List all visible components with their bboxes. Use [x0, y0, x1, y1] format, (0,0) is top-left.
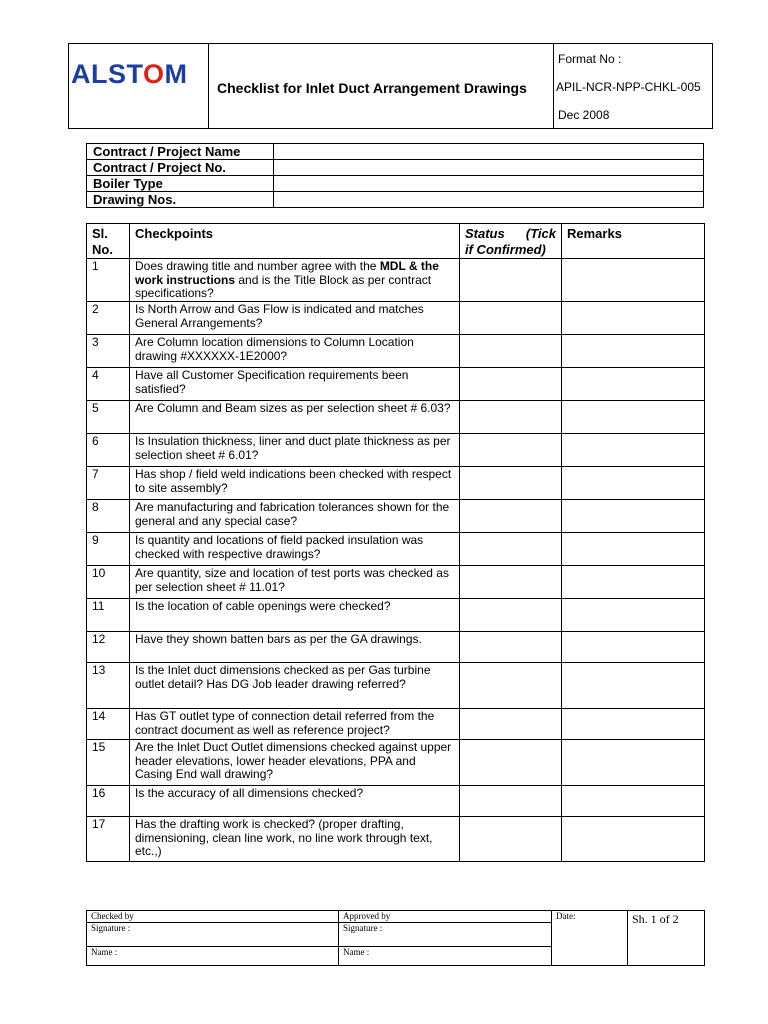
checkpoint-text-pre: Does drawing title and number agree with the: [135, 259, 380, 273]
checkpoint-text-pre: Is the Inlet duct dimensions checked as per Gas turbine outlet detail? Has DG Job leader drawing referred?: [135, 663, 431, 691]
checkpoint-text: [130, 817, 460, 862]
checkpoint-text-pre: Are Column and Beam sizes as per selection sheet # 6.03?: [135, 401, 451, 415]
checkpoint-text: [130, 500, 460, 533]
status-cell[interactable]: [460, 500, 562, 533]
checkpoint-text: [130, 467, 460, 500]
checkpoint-text: [130, 401, 460, 434]
checkpoint-text: [130, 368, 460, 401]
checklist-row: [87, 467, 705, 500]
status-header: Status (Tick if Confirmed): [460, 224, 562, 259]
checklist-row: [87, 566, 705, 599]
checkpoint-text-pre: Is North Arrow and Gas Flow is indicated and matches General Arrangements?: [135, 302, 424, 330]
signoff-table: [86, 910, 705, 966]
remarks-cell[interactable]: [562, 740, 705, 786]
checkpoint-text-post: and is the Title Block as per contract specifications?: [135, 272, 432, 301]
row-number: 7: [87, 467, 130, 500]
project-info-row: [87, 192, 704, 208]
checkpoint-text-pre: Has the drafting work is checked? (proper drafting, dimensioning, clean line work, no line work through text, etc.,): [135, 817, 433, 859]
checkpoint-text-pre: Have they shown batten bars as per the GA drawings.: [135, 632, 422, 646]
status-cell[interactable]: [460, 533, 562, 566]
row-number: 10: [87, 566, 130, 599]
row-number: 8: [87, 500, 130, 533]
checklist-header-row: [87, 224, 705, 259]
approved-by-label: Approved by: [339, 911, 552, 923]
status-cell[interactable]: [460, 566, 562, 599]
row-number: 17: [87, 817, 130, 862]
checkpoint-text-pre: Has shop / field weld indications been checked with respect to site assembly?: [135, 467, 452, 495]
checkpoint-text-pre: Are the Inlet Duct Outlet dimensions checked against upper header elevations, lower header elevations, PPA and Casing End wall drawing?: [135, 740, 452, 782]
checklist-row: [87, 817, 705, 862]
project-info-label: Boiler Type: [87, 176, 274, 192]
checklist-row: [87, 302, 705, 335]
checkpoint-text-bold: MDL & the work instructions: [135, 259, 439, 287]
status-cell[interactable]: [460, 709, 562, 740]
checkpoint-text: [130, 632, 460, 663]
signature-checked: Signature :: [87, 923, 339, 947]
remarks-cell[interactable]: [562, 434, 705, 467]
sheet-number: Sh. 1 of 2: [628, 911, 705, 966]
remarks-header: Remarks: [562, 224, 705, 259]
checkpoint-text: [130, 533, 460, 566]
alstom-logo: ALSTOM: [71, 59, 188, 89]
remarks-cell[interactable]: [562, 599, 705, 632]
project-info-row: [87, 160, 704, 176]
row-number: 3: [87, 335, 130, 368]
status-cell[interactable]: [460, 740, 562, 786]
status-cell[interactable]: [460, 663, 562, 709]
checkpoint-text: [130, 786, 460, 817]
checkpoint-text-pre: Has GT outlet type of connection detail referred from the contract document as well as reference project?: [135, 709, 435, 737]
document-title: Checklist for Inlet Duct Arrangement Drawings: [217, 80, 527, 96]
remarks-cell[interactable]: [562, 401, 705, 434]
row-number: 9: [87, 533, 130, 566]
project-info-table: [86, 143, 704, 208]
checklist-row: [87, 599, 705, 632]
checkpoint-text-pre: Are Column location dimensions to Column Location drawing #XXXXXX-1E2000?: [135, 335, 414, 363]
status-cell[interactable]: [460, 599, 562, 632]
row-number: 2: [87, 302, 130, 335]
row-number: 12: [87, 632, 130, 663]
status-cell[interactable]: [460, 467, 562, 500]
checklist-row: [87, 786, 705, 817]
format-cell: [554, 44, 712, 128]
checkpoint-text: [130, 302, 460, 335]
checklist-row: [87, 740, 705, 786]
checkpoint-text: [130, 740, 460, 786]
checked-by-label: Checked by: [87, 911, 339, 923]
status-cell[interactable]: [460, 434, 562, 467]
row-number: 13: [87, 663, 130, 709]
remarks-cell[interactable]: [562, 566, 705, 599]
checkpoints-header: Checkpoints: [130, 224, 460, 259]
remarks-cell[interactable]: [562, 632, 705, 663]
checkpoint-text: [130, 566, 460, 599]
checklist-row: [87, 500, 705, 533]
checklist-table: [86, 223, 705, 862]
status-cell[interactable]: [460, 335, 562, 368]
project-info-row: [87, 176, 704, 192]
project-info-value[interactable]: [274, 176, 704, 192]
checklist-row: [87, 632, 705, 663]
format-label: Format No :: [558, 52, 622, 66]
project-info-value[interactable]: [274, 160, 704, 176]
checkpoint-text: [130, 709, 460, 740]
status-cell[interactable]: [460, 817, 562, 862]
project-info-label: Contract / Project Name: [87, 144, 274, 160]
status-cell[interactable]: [460, 632, 562, 663]
remarks-cell[interactable]: [562, 302, 705, 335]
remarks-cell[interactable]: [562, 368, 705, 401]
row-number: 6: [87, 434, 130, 467]
sl-no-header: Sl. No.: [87, 224, 130, 259]
checkpoint-text: [130, 663, 460, 709]
checkpoint-text: [130, 434, 460, 467]
status-cell[interactable]: [460, 368, 562, 401]
checklist-row: [87, 434, 705, 467]
checkpoint-text: [130, 335, 460, 368]
project-info-row: [87, 144, 704, 160]
remarks-cell[interactable]: [562, 533, 705, 566]
checklist-row: [87, 533, 705, 566]
remarks-cell[interactable]: [562, 259, 705, 302]
checkpoint-text-pre: Are manufacturing and fabrication tolerances shown for the general and any special case?: [135, 500, 450, 528]
title-cell: [209, 44, 554, 128]
project-info-label: Drawing Nos.: [87, 192, 274, 208]
checklist-row: [87, 335, 705, 368]
document-header: [68, 43, 713, 129]
row-number: 5: [87, 401, 130, 434]
remarks-cell[interactable]: [562, 663, 705, 709]
remarks-cell[interactable]: [562, 500, 705, 533]
date-label: Date:: [552, 911, 628, 966]
signature-approved: Signature :: [339, 923, 552, 947]
logo-cell: [69, 44, 209, 128]
status-cell[interactable]: [460, 401, 562, 434]
name-approved: Name :: [339, 947, 552, 966]
status-cell[interactable]: [460, 786, 562, 817]
row-number: 14: [87, 709, 130, 740]
checkpoint-text-pre: Is Insulation thickness, liner and duct plate thickness as per selection sheet # 6.01?: [135, 434, 451, 462]
project-info-value[interactable]: [274, 192, 704, 208]
checklist-row: [87, 709, 705, 740]
row-number: 15: [87, 740, 130, 786]
checklist-row: [87, 401, 705, 434]
checklist-row: [87, 663, 705, 709]
row-number: 4: [87, 368, 130, 401]
remarks-cell[interactable]: [562, 786, 705, 817]
remarks-cell[interactable]: [562, 467, 705, 500]
checkpoint-text-pre: Is the accuracy of all dimensions checked?: [135, 786, 364, 800]
checkpoint-text-pre: Is quantity and locations of field packed insulation was checked with respective drawings?: [135, 533, 424, 561]
name-checked: Name :: [87, 947, 339, 966]
row-number: 1: [87, 259, 130, 302]
row-number: 11: [87, 599, 130, 632]
status-cell[interactable]: [460, 302, 562, 335]
project-info-value[interactable]: [274, 144, 704, 160]
checkpoint-text-pre: Is the location of cable openings were checked?: [135, 599, 391, 613]
checkpoint-text: [130, 599, 460, 632]
row-number: 16: [87, 786, 130, 817]
project-info-label: Contract / Project No.: [87, 160, 274, 176]
checkpoint-text-pre: Have all Customer Specification requirements been satisfied?: [135, 368, 409, 396]
checkpoint-text: [130, 259, 460, 302]
status-cell[interactable]: [460, 259, 562, 302]
format-date: Dec 2008: [558, 108, 610, 122]
checklist-row: [87, 368, 705, 401]
remarks-cell[interactable]: [562, 335, 705, 368]
checklist-row: [87, 259, 705, 302]
remarks-cell[interactable]: [562, 817, 705, 862]
format-number: APIL-NCR-NPP-CHKL-005: [556, 80, 701, 94]
remarks-cell[interactable]: [562, 709, 705, 740]
checkpoint-text-pre: Are quantity, size and location of test ports was checked as per selection sheet # 11.01?: [135, 566, 449, 594]
